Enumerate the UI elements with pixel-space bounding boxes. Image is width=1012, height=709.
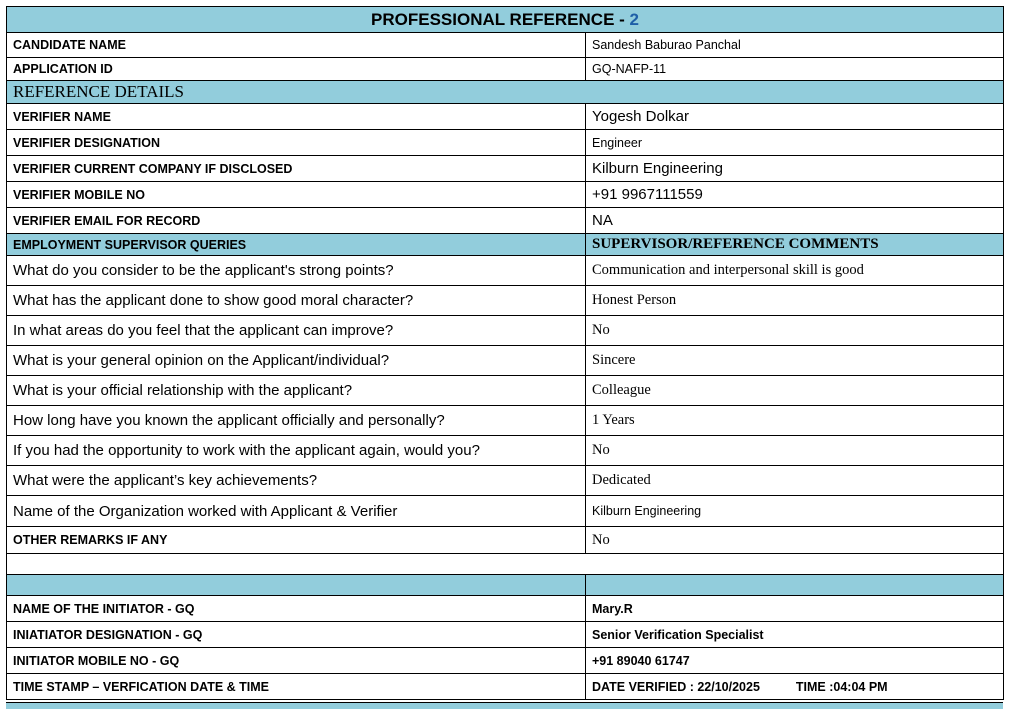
query-strong-points: What do you consider to be the applicant's strong points?: [7, 256, 586, 286]
verifier-name-value: Yogesh Dolkar: [586, 104, 1004, 130]
verifier-designation-value: Engineer: [586, 130, 1004, 156]
application-id-label: APPLICATION ID: [7, 58, 586, 81]
title-number: 2: [629, 9, 639, 29]
query-known-duration: How long have you known the applicant officially and personally?: [7, 406, 586, 436]
initiator-mobile-value: +91 89040 61747: [586, 648, 1004, 674]
page-title: [7, 7, 1004, 33]
initiator-designation-label: INIATIATOR DESIGNATION - GQ: [7, 622, 586, 648]
answer-moral-character: Honest Person: [586, 286, 1004, 316]
verifier-email-label: VERIFIER EMAIL FOR RECORD: [7, 208, 586, 234]
other-remarks-value: No: [586, 527, 1004, 554]
query-improve: In what areas do you feel that the applicant can improve?: [7, 316, 586, 346]
verifier-mobile-label: VERIFIER MOBILE NO: [7, 182, 586, 208]
queries-header: EMPLOYMENT SUPERVISOR QUERIES: [7, 234, 586, 256]
answer-improve: No: [586, 316, 1004, 346]
initiator-name-label: NAME OF THE INITIATOR - GQ: [7, 596, 586, 622]
timestamp-value: [586, 674, 1004, 700]
query-organization: Name of the Organization worked with Applicant & Verifier: [7, 496, 586, 527]
blue-spacer-left: [7, 575, 586, 596]
answer-general-opinion: Sincere: [586, 346, 1004, 376]
candidate-name-value: Sandesh Baburao Panchal: [586, 33, 1004, 58]
query-general-opinion: What is your general opinion on the Applicant/individual?: [7, 346, 586, 376]
blue-spacer-right: [586, 575, 1004, 596]
answer-known-duration: 1 Years: [586, 406, 1004, 436]
comments-header: SUPERVISOR/REFERENCE COMMENTS: [586, 234, 1004, 256]
verifier-email-value: NA: [586, 208, 1004, 234]
answer-work-again: No: [586, 436, 1004, 466]
query-relationship: What is your official relationship with the applicant?: [7, 376, 586, 406]
answer-strong-points: Communication and interpersonal skill is good: [586, 256, 1004, 286]
query-moral-character: What has the applicant done to show good moral character?: [7, 286, 586, 316]
verifier-mobile-value: +91 9967111559: [586, 182, 1004, 208]
verifier-designation-label: VERIFIER DESIGNATION: [7, 130, 586, 156]
reference-sheet: [6, 6, 1003, 700]
timestamp-label: TIME STAMP – VERFICATION DATE & TIME: [7, 674, 586, 700]
initiator-name-value: Mary.R: [586, 596, 1004, 622]
application-id-value: GQ-NAFP-11: [586, 58, 1004, 81]
other-remarks-label: OTHER REMARKS IF ANY: [7, 527, 586, 554]
answer-organization: Kilburn Engineering: [586, 496, 1004, 527]
verifier-company-label: VERIFIER CURRENT COMPANY IF DISCLOSED: [7, 156, 586, 182]
time-verified: TIME :04:04 PM: [795, 679, 888, 694]
initiator-mobile-label: INITIATOR MOBILE NO - GQ: [7, 648, 586, 674]
reference-details-heading: REFERENCE DETAILS: [7, 81, 1004, 104]
verifier-name-label: VERIFIER NAME: [7, 104, 586, 130]
answer-key-achievements: Dedicated: [586, 466, 1004, 496]
candidate-name-label: CANDIDATE NAME: [7, 33, 586, 58]
verifier-company-value: Kilburn Engineering: [586, 156, 1004, 182]
blank-row: [7, 554, 1004, 575]
initiator-designation-value: Senior Verification Specialist: [586, 622, 1004, 648]
query-key-achievements: What were the applicant’s key achievements?: [7, 466, 586, 496]
answer-relationship: Colleague: [586, 376, 1004, 406]
reference-table: [6, 6, 1004, 700]
date-verified: DATE VERIFIED : 22/10/2025: [592, 679, 760, 694]
title-text: PROFESSIONAL REFERENCE -: [371, 9, 630, 29]
query-work-again: If you had the opportunity to work with the applicant again, would you?: [7, 436, 586, 466]
